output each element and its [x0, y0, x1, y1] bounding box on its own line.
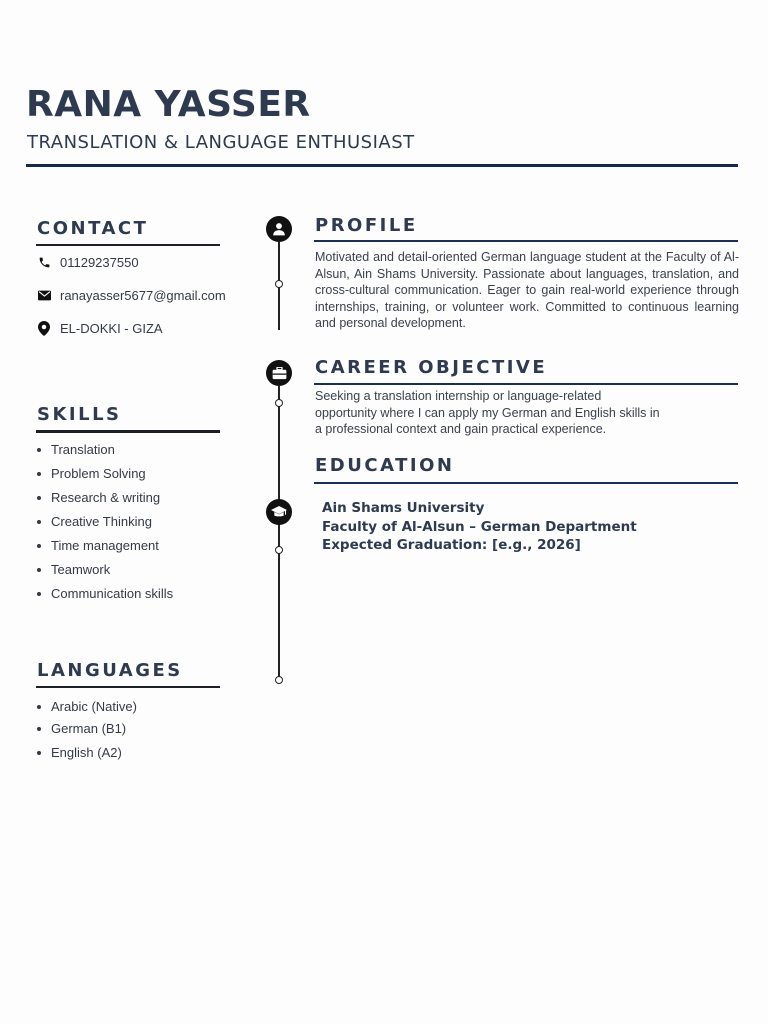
education-entry [322, 499, 637, 555]
education-faculty: Faculty of Al-Alsun – German Department [322, 518, 637, 535]
timeline-dot [275, 399, 283, 407]
list-item: German (B1) [37, 721, 137, 745]
list-item: Creative Thinking [37, 514, 173, 538]
list-item: Translation [37, 442, 173, 466]
objective-text [315, 388, 735, 438]
education-divider [314, 482, 738, 484]
list-item: Arabic (Native) [37, 699, 137, 721]
list-item: Time management [37, 538, 173, 562]
briefcase-icon [266, 360, 292, 386]
list-item: Research & writing [37, 490, 173, 514]
objective-divider [314, 383, 738, 385]
objective-line: Seeking a translation internship or language-related [315, 389, 602, 403]
contact-heading: CONTACT [37, 218, 149, 239]
graduation-cap-icon [266, 499, 292, 525]
profile-text: Motivated and detail-oriented German language student at the Faculty of Al-Alsun, Ain Shams University. Passionate about languages, translation, and cross-cultural communication. Eager to gain real-world experience through internships, training, or volunteer work. Committed to continuous learning and personal development. [315, 250, 739, 331]
list-item: Communication skills [37, 586, 173, 610]
candidate-name: RANA YASSER [26, 84, 311, 125]
skills-divider [36, 430, 220, 433]
education-graduation: Expected Graduation: [e.g., 2026] [322, 537, 581, 553]
profile-heading: PROFILE [315, 215, 418, 236]
objective-line: a professional context and gain practical experience. [315, 422, 607, 437]
phone-icon [37, 255, 51, 269]
timeline-segment [278, 386, 280, 680]
education-university: Ain Shams University [322, 500, 485, 516]
candidate-tagline: TRANSLATION & LANGUAGE ENTHUSIAST [27, 132, 415, 153]
education-heading: EDUCATION [315, 455, 455, 476]
objective-line: opportunity where I can apply my German and English skills in [315, 405, 660, 420]
languages-list [37, 699, 137, 769]
contact-divider [36, 244, 220, 246]
languages-divider [36, 686, 220, 688]
profile-divider [314, 240, 738, 242]
contact-location: EL-DOKKI - GIZA [60, 320, 163, 336]
contact-email-row [37, 286, 226, 304]
envelope-icon [37, 288, 51, 302]
contact-phone-row [37, 253, 139, 271]
objective-heading: CAREER OBJECTIVE [315, 357, 548, 378]
contact-phone[interactable]: 01129237550 [60, 254, 139, 270]
list-item: English (A2) [37, 745, 137, 769]
list-item: Teamwork [37, 562, 173, 586]
timeline-dot [275, 546, 283, 554]
map-pin-icon [37, 321, 51, 335]
timeline-dot [275, 676, 283, 684]
skills-heading: SKILLS [37, 404, 122, 425]
languages-heading: LANGUAGES [37, 660, 183, 681]
timeline-dot [275, 280, 283, 288]
contact-email[interactable]: ranayasser5677@gmail.com [60, 287, 226, 303]
skills-list [37, 442, 173, 610]
header-divider [26, 164, 738, 167]
contact-location-row [37, 319, 163, 337]
user-icon [266, 216, 292, 242]
list-item: Problem Solving [37, 466, 173, 490]
